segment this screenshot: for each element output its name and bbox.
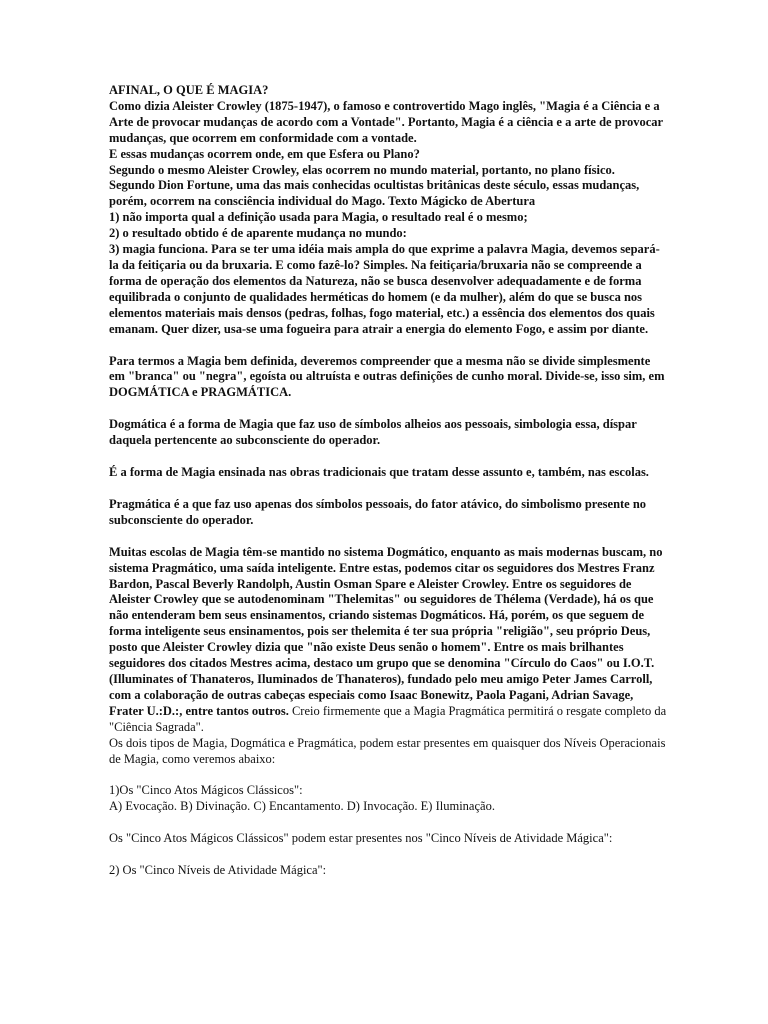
- paragraph-gap: [109, 529, 669, 545]
- paragraph-pragmatic: Pragmática é a que faz uso apenas dos símbolos pessoais, do fator atávico, do simbolismo presente no subconsciente do operador.: [109, 496, 647, 527]
- paragraph-gap: [109, 449, 669, 465]
- paragraph-gap: [109, 481, 669, 497]
- paragraph-traditional: É a forma de Magia ensinada nas obras tradicionais que tratam desse assunto e, também, nas escolas.: [109, 465, 649, 480]
- paragraph-gap: [109, 401, 669, 417]
- paragraph-gap: [109, 847, 669, 863]
- document-page: [109, 83, 669, 879]
- list1-items: A) Evocação. B) Divinação. C) Encantamento. D) Invocação. E) Iluminação.: [109, 799, 495, 814]
- paragraph-acts-levels: Os "Cinco Atos Mágicos Clássicos" podem estar presentes nos "Cinco Níveis de Atividade Mágica":: [109, 831, 613, 846]
- intro-paragraph: AFINAL, O QUE É MAGIA? Como dizia Aleister Crowley (1875-1947), o famoso e controvertido Mago inglês, "Magia é a Ciência e a Arte de provocar mudanças de acordo com a Vontade". Portanto, Magia é a ciência e a arte de provocar mudanças, que ocorrem em conformidade com a vontade. E essas mudanças ocorrem onde, em que Esfera ou Plano? Segundo o mesmo Aleister Crowley, elas ocorrem no mundo material, portanto, no plano físico. Segundo Dion Fortune, uma das mais conhecidas ocultistas britânicas deste século, essas mudanças, porém, ocorrem na consciência individual do Mago. Texto Mágicko de Abertura 1) não importa qual a definição usada para Magia, o resultado real é o mesmo; 2) o resultado obtido é de aparente mudança no mundo: 3) magia funciona. Para se ter uma idéia mais ampla do que exprime a palavra Magia, devemos separá-la da feitiçaria ou da bruxaria. E como fazê-lo? Simples. Na feitiçaria/bruxaria não se compreende a forma de operação dos elementos da Natureza, não se busca desenvolver adequadamente e de forma equilibrada o conjunto de qualidades herméticas do homem (e da mulher), além do que se busca nos elementos materiais mais densos (pedras, folhas, fogo material, etc.) a essência dos elementos dos quais emanam. Quer dizer, usa-se uma fogueira para atrair a energia do elemento Fogo, e assim por diante.: [109, 83, 663, 336]
- paragraph-schools: [109, 545, 669, 768]
- schools-normal-text: Creio firmemente que a Magia Pragmática permitirá o resgate completo da "Ciência Sagrada". Os dois tipos de Magia, Dogmática e Pragmática, podem estar presentes em quaisquer dos Níveis Operacionais de Magia, como veremos abaixo:: [109, 703, 667, 766]
- paragraph-gap: [109, 815, 669, 831]
- paragraph-gap: [109, 338, 669, 354]
- paragraph-magic-definition: Para termos a Magia bem definida, deveremos compreender que a mesma não se divide simplesmente em "branca" ou "negra", egoísta ou altruísta e outras definições de cunho moral. Divide-se, isso sim, em DOGMÁTICA e PRAGMÁTICA.: [109, 353, 665, 400]
- list2-title: 2) Os "Cinco Níveis de Atividade Mágica":: [109, 863, 327, 878]
- paragraph-dogmatic: Dogmática é a forma de Magia que faz uso de símbolos alheios aos pessoais, simbologia essa, díspar daquela pertencente ao subconsciente do operador.: [109, 417, 637, 448]
- schools-bold-text: Muitas escolas de Magia têm-se mantido no sistema Dogmático, enquanto as mais modernas buscam, no sistema Pragmático, uma saída inteligente. Entre estas, podemos citar os seguidores dos Mestres Franz Bardon, Pascal Beverly Randolph, Austin Osman Spare e Aleister Crowley. Entre os seguidores de Aleister Crowley que se autodenominam "Thelemitas" ou seguidores de Thélema (Verdade), há os que não entenderam bem seus ensinamentos, criando sistemas Dogmáticos. Há, porém, os que seguem de forma inteligente seus ensinamentos, pois ser thelemita é ter sua própria "religião", seu próprio Deus, posto que Aleister Crowley dizia que "não existe Deus senão o homem". Entre os mais brilhantes seguidores dos citados Mestres acima, destaco um grupo que se denomina "Círculo do Caos" ou I.O.T. (Illuminates of Thanateros, Iluminados de Thanateros), fundado pelo meu amigo Peter James Carroll, com a colaboração de outras cabeças especiais como Isaac Bonewitz, Paola Pagani, Adrian Savage, Frater U.:D.:, entre tantos outros.: [109, 544, 663, 718]
- list1-title: 1)Os "Cinco Atos Mágicos Clássicos":: [109, 783, 303, 798]
- paragraph-gap: [109, 767, 669, 783]
